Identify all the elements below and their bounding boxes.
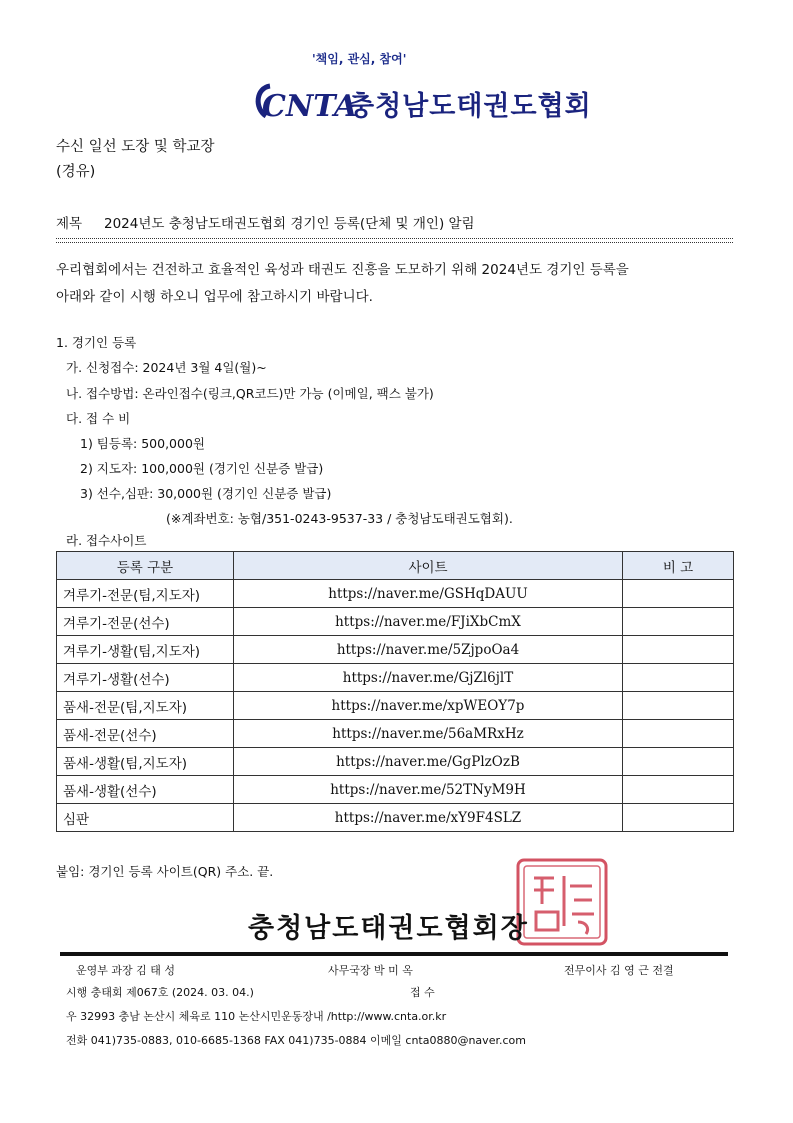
footer-rule [60, 952, 728, 956]
table-row [57, 580, 734, 608]
note-cell [623, 636, 734, 664]
org-name: 충청남도태권도협회 [348, 91, 592, 122]
item-ra: 라. 접수사이트 [66, 533, 147, 548]
section-title: 1. 경기인 등록 [56, 335, 137, 350]
fee-coach: 2) 지도자: 100,000원 (경기인 신분증 발급) [80, 461, 324, 476]
note-cell [623, 664, 734, 692]
fee-team: 1) 팀등록: 500,000원 [80, 436, 205, 451]
table-header: 등록 구분 [57, 552, 234, 580]
category-cell: 겨루기-전문(팀,지도자) [57, 580, 234, 608]
site-link[interactable]: https://naver.me/5ZjpoOa4 [234, 636, 623, 664]
note-cell [623, 720, 734, 748]
category-cell: 품새-전문(팀,지도자) [57, 692, 234, 720]
staff-director: 전무이사 김 영 근 전결 [564, 964, 674, 977]
logo-text: CNTA [262, 89, 358, 124]
table-row [57, 748, 734, 776]
category-cell: 품새-전문(선수) [57, 720, 234, 748]
intro-line: 우리협회에서는 건전하고 효율적인 육성과 태권도 진흥을 도모하기 위해 2024년도 경기인 등록을 [56, 262, 629, 278]
table-header: 사이트 [234, 552, 623, 580]
staff-secretary: 사무국장 박 미 옥 [328, 964, 413, 977]
site-link[interactable]: https://naver.me/GgPlzOzB [234, 748, 623, 776]
via-line: (경유) [56, 164, 96, 180]
intro-line: 아래와 같이 시행 하오니 업무에 참고하시기 바랍니다. [56, 289, 373, 305]
account-info: (※계좌번호: 농협/351-0243-9537-33 / 충청남도태권도협회). [166, 511, 513, 526]
slogan: '책임, 관심, 참여' [312, 52, 407, 66]
staff-operations: 운영부 과장 김 태 성 [76, 964, 175, 977]
subject-text: 2024년도 충청남도태권도협회 경기인 등록(단체 및 개인) 알림 [104, 216, 475, 232]
attachment-note: 붙임: 경기인 등록 사이트(QR) 주소. 끝. [56, 864, 274, 879]
category-cell: 겨루기-생활(선수) [57, 664, 234, 692]
signature-name: 충청남도태권도협회장 [248, 913, 529, 944]
table-row [57, 692, 734, 720]
site-link[interactable]: https://naver.me/xY9F4SLZ [234, 804, 623, 832]
site-link[interactable]: https://naver.me/xpWEOY7p [234, 692, 623, 720]
note-cell [623, 804, 734, 832]
item-ga: 가. 신청접수: 2024년 3월 4일(월)~ [66, 360, 267, 375]
site-link[interactable]: https://naver.me/FJiXbCmX [234, 608, 623, 636]
receipt-label: 접 수 [410, 986, 435, 999]
document-number: 시행 충태회 제067호 (2024. 03. 04.) [66, 986, 254, 999]
table-row [57, 776, 734, 804]
category-cell: 품새-생활(선수) [57, 776, 234, 804]
contact-info: 전화 041)735-0883, 010-6685-1368 FAX 041)735-0884 이메일 cnta0880@naver.com [66, 1034, 526, 1047]
subject-label: 제목 [56, 216, 83, 232]
site-link[interactable]: https://naver.me/52TNyM9H [234, 776, 623, 804]
divider [56, 238, 733, 239]
divider [56, 242, 733, 243]
note-cell [623, 776, 734, 804]
category-cell: 품새-생활(팀,지도자) [57, 748, 234, 776]
category-cell: 심판 [57, 804, 234, 832]
site-table [56, 551, 734, 832]
note-cell [623, 580, 734, 608]
site-link[interactable]: https://naver.me/GSHqDAUU [234, 580, 623, 608]
cnta-logo [252, 78, 358, 126]
table-row [57, 636, 734, 664]
category-cell: 겨루기-전문(선수) [57, 608, 234, 636]
site-link[interactable]: https://naver.me/56aMRxHz [234, 720, 623, 748]
table-row [57, 804, 734, 832]
fee-player: 3) 선수,심판: 30,000원 (경기인 신분증 발급) [80, 486, 332, 501]
table-row [57, 664, 734, 692]
category-cell: 겨루기-생활(팀,지도자) [57, 636, 234, 664]
note-cell [623, 692, 734, 720]
item-da: 다. 접 수 비 [66, 411, 131, 426]
note-cell [623, 748, 734, 776]
address: 우 32993 충남 논산시 체육로 110 논산시민운동장내 /http://www.cnta.or.kr [66, 1010, 447, 1023]
item-na: 나. 접수방법: 온라인접수(링크,QR코드)만 가능 (이메일, 팩스 불가) [66, 386, 434, 401]
recipient-line: 수신 일선 도장 및 학교장 [56, 139, 215, 155]
site-link[interactable]: https://naver.me/GjZl6jlT [234, 664, 623, 692]
table-row [57, 720, 734, 748]
note-cell [623, 608, 734, 636]
table-row [57, 608, 734, 636]
table-header: 비 고 [623, 552, 734, 580]
